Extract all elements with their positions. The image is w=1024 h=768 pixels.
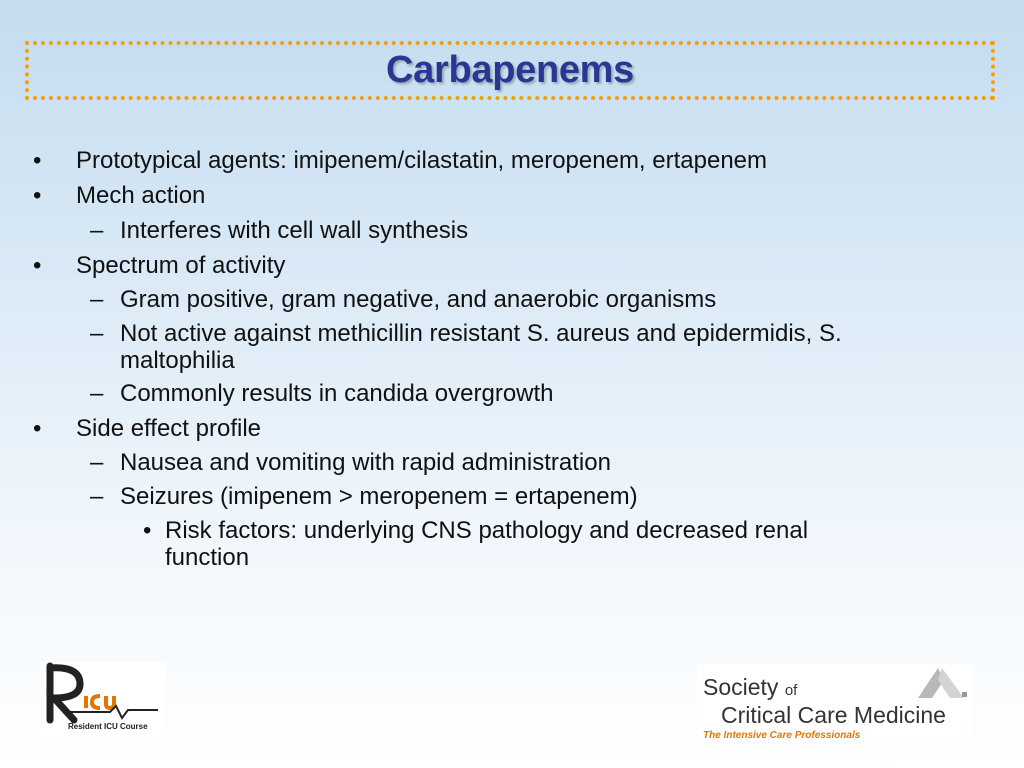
bullet-text: Prototypical agents: imipenem/cilastatin, meropenem, ertapenem <box>76 147 768 174</box>
dash-marker: – <box>90 217 104 244</box>
ricu-logo <box>40 662 165 742</box>
bullet-text: Interferes with cell wall synthesis <box>120 217 469 244</box>
sccm-society-word: Society <box>703 674 779 700</box>
sccm-society-text <box>703 674 797 701</box>
ricu-tagline: Resident ICU Course <box>68 722 148 731</box>
sccm-tagline: The Intensive Care Professionals <box>703 730 861 741</box>
bullet-text: Nausea and vomiting with rapid administration <box>120 449 611 476</box>
ricu-logo-icon <box>40 662 165 724</box>
bullet-text: function <box>165 544 250 571</box>
bullet-text: Commonly results in candida overgrowth <box>120 380 554 407</box>
dash-marker: – <box>90 380 104 407</box>
bullet-text: Seizures (imipenem > meropenem = ertapenem) <box>120 483 638 510</box>
dash-marker: – <box>90 449 104 476</box>
bullet-text: Not active against methicillin resistant S. aureus and epidermidis, S. <box>120 320 842 347</box>
sccm-logo <box>697 664 972 742</box>
bullet-text: Spectrum of activity <box>76 252 286 279</box>
bullet-marker: • <box>33 147 42 174</box>
dash-marker: – <box>90 483 104 510</box>
sccm-triangle-icon <box>912 666 968 700</box>
title-box <box>25 41 995 100</box>
bullet-text: Gram positive, gram negative, and anaerobic organisms <box>120 286 717 313</box>
bullet-marker: • <box>143 517 152 544</box>
sccm-name-text: Critical Care Medicine <box>721 702 946 728</box>
slide-title: Carbapenems <box>385 49 635 91</box>
bullet-marker: • <box>33 415 42 442</box>
bullet-marker: • <box>33 182 42 209</box>
bullet-text: maltophilia <box>120 347 235 374</box>
bullet-text: Risk factors: underlying CNS pathology and decreased renal <box>165 517 809 544</box>
bullet-marker: • <box>33 252 42 279</box>
bullet-text: Side effect profile <box>76 415 262 442</box>
dash-marker: – <box>90 286 104 313</box>
bullet-text: Mech action <box>76 182 206 209</box>
sccm-of-word: of <box>784 682 798 699</box>
dash-marker: – <box>90 320 104 347</box>
